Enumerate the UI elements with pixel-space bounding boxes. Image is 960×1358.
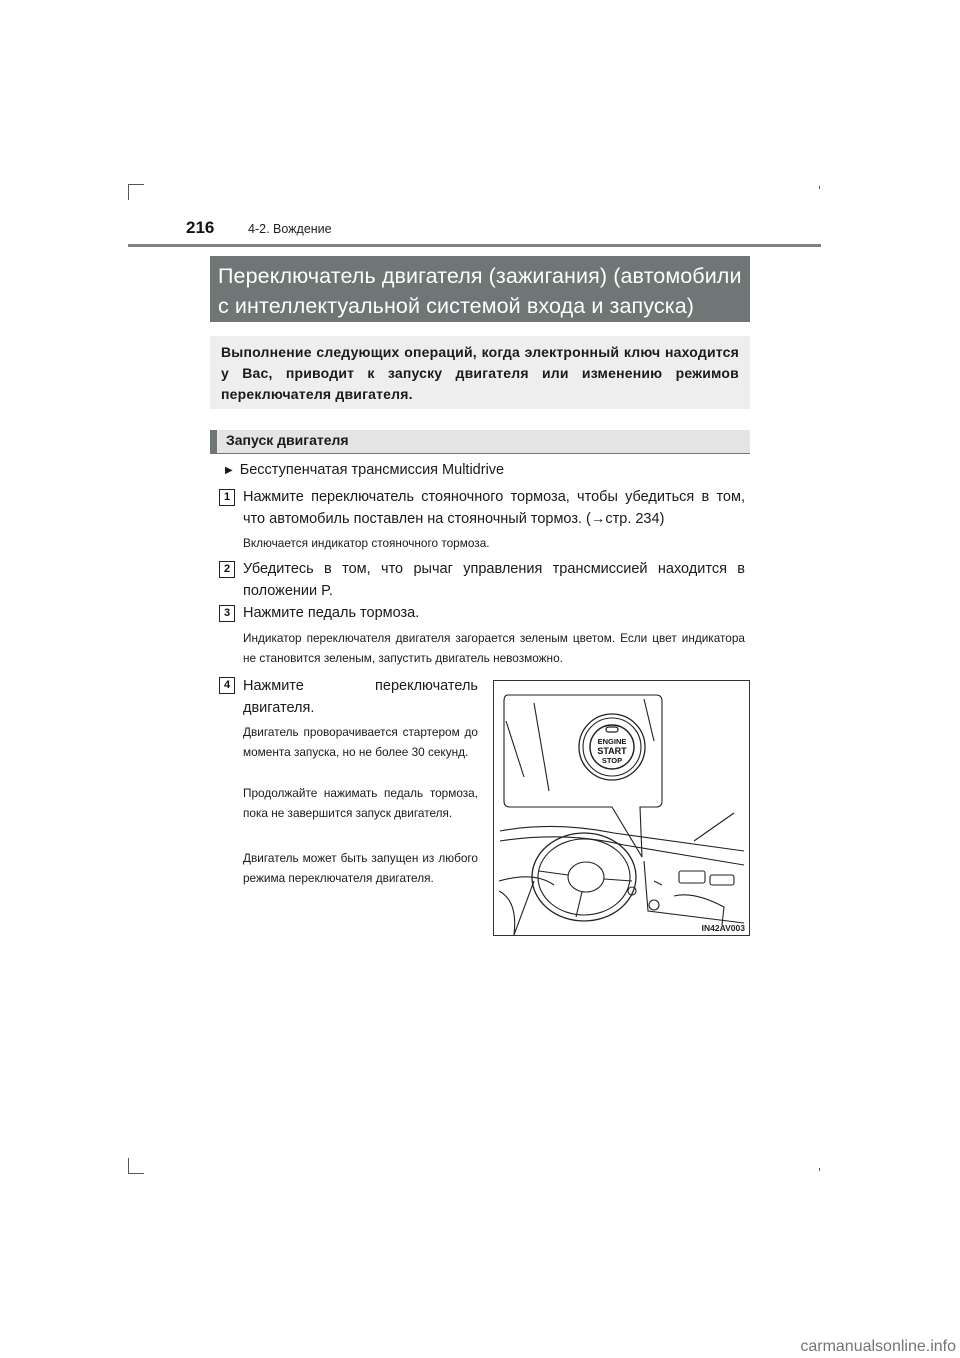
page-title: Переключатель двигателя (зажигания) (автомобили с интеллектуальной системой входа и запуска) <box>210 256 750 322</box>
step-1-text: Нажмите переключатель стояночного тормоза, чтобы убедиться в том, что автомобиль поставлен на стояночный тормоз. (→стр. 234) <box>243 489 745 527</box>
crop-mark <box>128 1173 144 1174</box>
step-number-2: 2 <box>219 561 235 578</box>
step-3-note: Индикатор переключателя двигателя загорается зеленым цветом. Если цвет индикатора не становится зеленым, запустить двигатель невозможно. <box>243 631 745 665</box>
step-4-text: Нажмите переключатель двигателя. <box>243 678 478 716</box>
footer-watermark: carmanualsonline.info <box>800 1338 956 1355</box>
step-number-4: 4 <box>219 677 235 694</box>
step-1-note: Включается индикатор стояночного тормоза. <box>243 536 490 550</box>
button-label-stop: STOP <box>601 756 623 765</box>
step-4-note-1: Двигатель проворачивается стартером до момента запуска, но не более 30 секунд. <box>243 725 478 759</box>
header-rule <box>128 244 821 247</box>
subsection-heading: Запуск двигателя <box>210 430 750 454</box>
crop-mark <box>128 184 129 200</box>
step-number-1: 1 <box>219 489 235 506</box>
crop-mark <box>819 186 820 189</box>
bullet-text: Бесступенчатая трансмиссия Multidrive <box>239 462 505 478</box>
step-number-3: 3 <box>219 605 235 622</box>
crop-mark <box>819 1168 820 1171</box>
page-number: 216 <box>186 218 215 237</box>
step-2-text: Убедитесь в том, что рычаг управления трансмиссией находится в положении P. <box>243 561 745 599</box>
button-label-engine: ENGINE <box>597 737 627 746</box>
section-label: 4-2. Вождение <box>248 222 332 236</box>
dashboard-drawing <box>494 681 749 935</box>
step-4-note-3: Двигатель может быть запущен из любого режима переключателя двигателя. <box>243 851 478 885</box>
step-4-note-2: Продолжайте нажимать педаль тормоза, пока не завершится запуск двигателя. <box>243 786 478 820</box>
button-label-start: START <box>597 746 627 756</box>
triangle-bullet-icon: ▶ <box>225 465 233 476</box>
crop-mark <box>128 184 144 185</box>
intro-text: Выполнение следующих операций, когда электронный ключ находится у Вас, приводит к запуску двигателя или изменению режимов переключателя двигателя. <box>210 336 750 409</box>
transmission-bullet <box>225 462 504 478</box>
crop-mark <box>128 1158 129 1174</box>
illustration-code: IN42AV003 <box>701 923 745 933</box>
step-3-text: Нажмите педаль тормоза. <box>243 605 420 621</box>
engine-switch-illustration <box>493 680 750 936</box>
